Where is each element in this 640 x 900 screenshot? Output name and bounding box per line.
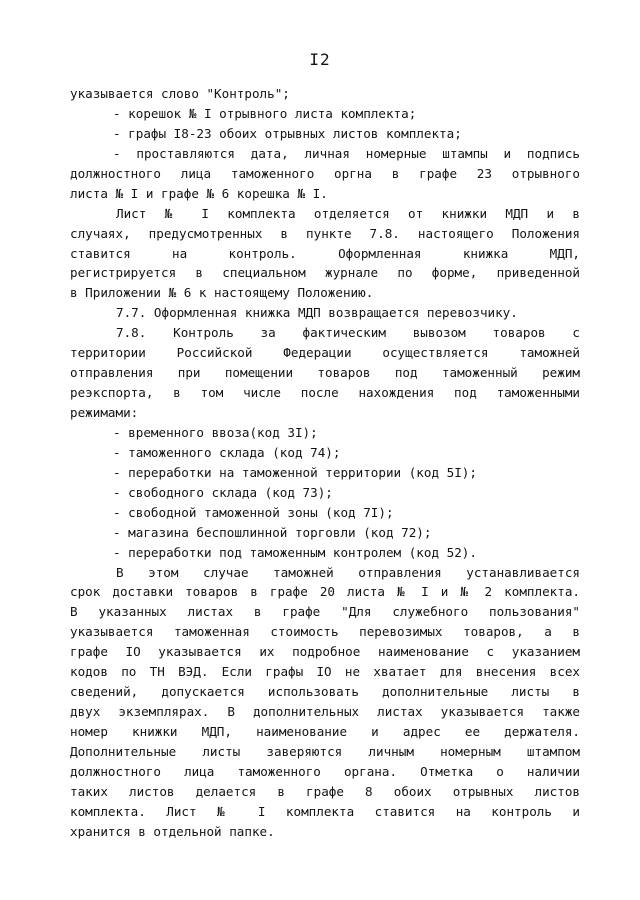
page-number: I2 [309,50,331,69]
list-item: - магазина беспошлинной торговли (код 72); [113,524,432,540]
body-text [70,84,580,842]
text-line: В указанных листах в графе "Для служебного пользования" [70,604,580,620]
list-item: - корешок № I отрывного листа комплекта; [113,105,417,121]
text-line: должностного лица таможенного оргна в графе 23 отрывного [70,165,580,181]
text-line: реэкспорта, в том числе после нахождения под таможенными [70,385,580,401]
text-line: в Приложении № 6 к настоящему Положению. [70,285,374,301]
list-item: - временного ввоза(код 3I); [113,424,318,440]
text-line: случаях, предусмотренных в пункте 7.8. настоящего Положения [70,225,580,241]
text-line: комплекта. Лист № I комплекта ставится на контроль и [70,803,580,819]
text-line: регистрируется в специальном журнале по форме, приведенной [70,265,580,281]
paragraph-start: 7.7. Оформленная книжка МДП возвращается перевозчику. [116,305,518,321]
text-line: листа № I и графе № 6 корешка № I. [70,185,328,201]
text-line: отправления при помещении товаров под таможенный режим [70,365,580,381]
list-item: - графы I8-23 обоих отрывных листов комплекта; [113,125,462,141]
text-line: указывается слово "Контроль"; [70,86,290,101]
text-line: Дополнительные листы заверяются личным номерным штампом [70,743,580,759]
list-item: - переработки на таможенной территории (код 5I); [113,464,477,480]
paragraph-start: Лист № I комплекта отделяется от книжки МДП и в [116,205,580,221]
paragraph-start: В этом случае таможней отправления устанавливается [116,564,580,580]
text-line: срок доставки товаров в графе 20 листа № I и № 2 комплекта. [70,584,580,600]
text-line: ставится на контроль. Оформленная книжка МДП, [70,245,580,261]
text-line: кодов по ТН ВЭД. Если графы IO не хватает для внесения всех [70,664,580,680]
text-line: указывается таможенная стоимость перевозимых товаров, а в [70,624,580,640]
text-line: таких листов делается в графе 8 обоих отрывных листов [70,783,580,799]
text-line: территории Российской Федерации осуществляется таможней [70,345,580,361]
text-line: сведений, допускается использовать дополнительные листы в [70,684,580,700]
text-line: двух экземплярах. В дополнительных листах указывается также [70,704,580,720]
text-line: должностного лица таможенного органа. Отметка о наличии [70,763,580,779]
paragraph-start: 7.8. Контроль за фактическим вывозом товаров с [116,325,580,341]
list-item: - проставляются дата, личная номерные штампы и подпись [113,145,580,161]
text-line: номер книжки МДП, наименование и адрес ее держателя. [70,724,580,739]
list-item: - таможенного склада (код 74); [113,444,341,460]
text-line: режимами: [70,405,139,420]
list-item: - свободного склада (код 73); [113,484,333,500]
list-item: - свободной таможенной зоны (код 7I); [113,504,394,520]
list-item: - переработки под таможенным контролем (код 52). [113,544,477,560]
text-line: графе IO указывается их подробное наименование с указанием [70,644,580,660]
text-line: хранится в отдельной папке. [70,823,275,839]
